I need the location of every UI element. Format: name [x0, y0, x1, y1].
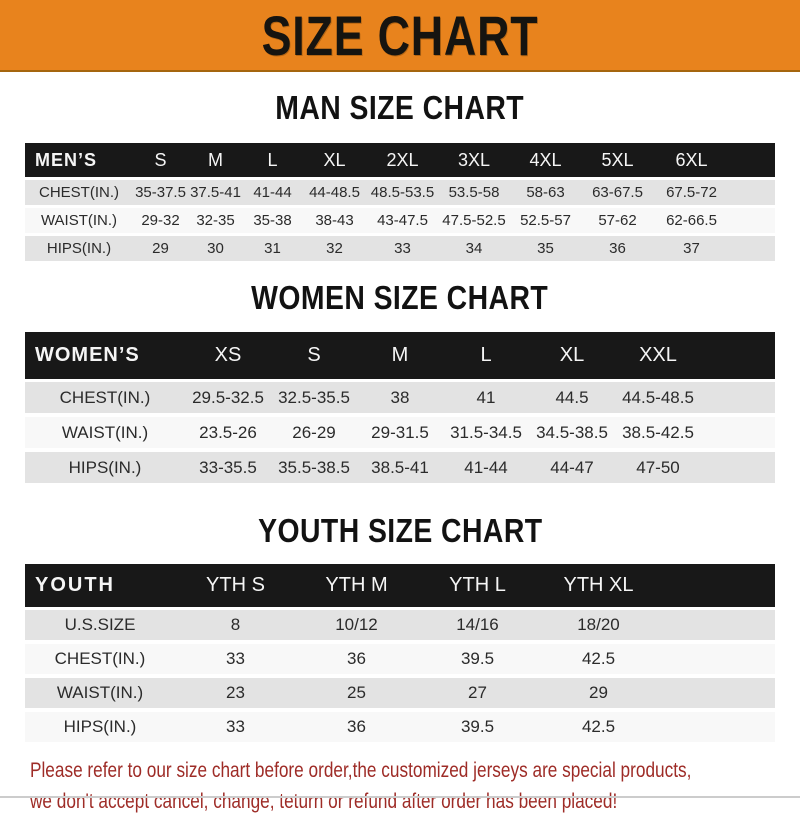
size-cell: 27: [417, 676, 538, 710]
bottom-divider: [0, 796, 800, 798]
column-header: XXL: [615, 332, 701, 381]
size-cell: 34: [438, 235, 510, 263]
size-cell: 38.5-41: [357, 450, 443, 485]
size-cell: 48.5-53.5: [367, 179, 438, 207]
youth-section-heading-text: YOUTH SIZE CHART: [257, 512, 543, 549]
size-cell: 58-63: [510, 179, 581, 207]
table-row: [25, 450, 775, 485]
spacer-cell: [659, 676, 775, 710]
row-label: WAIST(IN.): [25, 676, 175, 710]
disclaimer-line-1: Please refer to our size chart before order,the customized jerseys are special products,: [30, 759, 692, 782]
size-cell: 34.5-38.5: [529, 415, 615, 450]
size-cell: 33: [367, 235, 438, 263]
column-header: L: [243, 143, 302, 179]
column-header: 3XL: [438, 143, 510, 179]
women-size-table: [25, 332, 775, 487]
size-cell: 63-67.5: [581, 179, 654, 207]
size-cell: 44.5-48.5: [615, 381, 701, 416]
size-cell: 31: [243, 235, 302, 263]
disclaimer-text: [0, 755, 800, 817]
column-header: YTH M: [296, 564, 417, 609]
youth-section-heading: [0, 514, 800, 548]
size-cell: 31.5-34.5: [443, 415, 529, 450]
youth-header-label: YOUTH: [25, 564, 175, 609]
table-row: [25, 710, 775, 744]
column-header: 4XL: [510, 143, 581, 179]
size-cell: 43-47.5: [367, 207, 438, 235]
spacer-cell: [701, 381, 775, 416]
size-cell: 32.5-35.5: [271, 381, 357, 416]
size-cell: 41: [443, 381, 529, 416]
table-row: [25, 609, 775, 643]
size-cell: 37.5-41: [188, 179, 243, 207]
column-header: 2XL: [367, 143, 438, 179]
spacer-cell: [659, 642, 775, 676]
row-label: WAIST(IN.): [25, 415, 185, 450]
size-cell: 10/12: [296, 609, 417, 643]
row-label: HIPS(IN.): [25, 710, 175, 744]
size-cell: 57-62: [581, 207, 654, 235]
size-cell: 29.5-32.5: [185, 381, 271, 416]
column-header: M: [357, 332, 443, 381]
column-header: S: [133, 143, 188, 179]
column-header: M: [188, 143, 243, 179]
banner-title: SIZE CHART: [261, 3, 539, 67]
size-cell: 18/20: [538, 609, 659, 643]
spacer-cell: [659, 609, 775, 643]
size-cell: 29-32: [133, 207, 188, 235]
row-label: HIPS(IN.): [25, 450, 185, 485]
column-header: XL: [302, 143, 367, 179]
table-row: [25, 207, 775, 235]
size-cell: 38-43: [302, 207, 367, 235]
size-cell: 35.5-38.5: [271, 450, 357, 485]
table-row: [25, 676, 775, 710]
row-label: HIPS(IN.): [25, 235, 133, 263]
size-cell: 36: [296, 710, 417, 744]
disclaimer-line-2: we don't accept cancel, change, teturn or refund after order has been placed!: [30, 790, 618, 813]
women-header-label: WOMEN’S: [25, 332, 185, 381]
size-cell: 29: [538, 676, 659, 710]
table-row: [25, 381, 775, 416]
size-cell: 47-50: [615, 450, 701, 485]
column-header: S: [271, 332, 357, 381]
row-label: CHEST(IN.): [25, 179, 133, 207]
men-size-section: [0, 91, 800, 264]
column-header: YTH L: [417, 564, 538, 609]
size-cell: 26-29: [271, 415, 357, 450]
column-header: 6XL: [654, 143, 729, 179]
table-row: [25, 179, 775, 207]
table-row: [25, 235, 775, 263]
column-header: XS: [185, 332, 271, 381]
column-header: YTH XL: [538, 564, 659, 609]
women-size-section: [0, 281, 800, 487]
size-cell: 35: [510, 235, 581, 263]
size-cell: 29-31.5: [357, 415, 443, 450]
size-cell: 62-66.5: [654, 207, 729, 235]
size-cell: 29: [133, 235, 188, 263]
column-header: XL: [529, 332, 615, 381]
spacer-cell: [729, 179, 775, 207]
men-header-label: MEN’S: [25, 143, 133, 179]
spacer-cell: [701, 450, 775, 485]
men-section-heading: [0, 91, 800, 125]
size-cell: 33: [175, 642, 296, 676]
size-cell: 30: [188, 235, 243, 263]
row-label: CHEST(IN.): [25, 642, 175, 676]
women-section-heading-text: WOMEN SIZE CHART: [251, 279, 549, 316]
size-cell: 39.5: [417, 642, 538, 676]
size-cell: 8: [175, 609, 296, 643]
size-cell: 23: [175, 676, 296, 710]
size-cell: 32: [302, 235, 367, 263]
size-cell: 38: [357, 381, 443, 416]
size-cell: 47.5-52.5: [438, 207, 510, 235]
column-header: L: [443, 332, 529, 381]
size-cell: 14/16: [417, 609, 538, 643]
women-section-heading: [0, 281, 800, 315]
size-cell: 32-35: [188, 207, 243, 235]
size-cell: 36: [296, 642, 417, 676]
size-cell: 36: [581, 235, 654, 263]
spacer-cell: [659, 564, 775, 609]
size-cell: 25: [296, 676, 417, 710]
row-label: WAIST(IN.): [25, 207, 133, 235]
size-cell: 53.5-58: [438, 179, 510, 207]
youth-size-section: [0, 514, 800, 746]
spacer-cell: [701, 332, 775, 381]
women-header-row: [25, 332, 775, 381]
size-cell: 41-44: [243, 179, 302, 207]
spacer-cell: [659, 710, 775, 744]
men-section-heading-text: MAN SIZE CHART: [275, 89, 525, 126]
size-cell: 44.5: [529, 381, 615, 416]
size-cell: 52.5-57: [510, 207, 581, 235]
size-cell: 33: [175, 710, 296, 744]
youth-header-row: [25, 564, 775, 609]
table-row: [25, 642, 775, 676]
size-cell: 35-37.5: [133, 179, 188, 207]
size-cell: 33-35.5: [185, 450, 271, 485]
size-cell: 67.5-72: [654, 179, 729, 207]
youth-size-table: [25, 564, 775, 746]
spacer-cell: [701, 415, 775, 450]
size-cell: 44-48.5: [302, 179, 367, 207]
size-chart-banner: [0, 0, 800, 72]
size-cell: 39.5: [417, 710, 538, 744]
size-cell: 23.5-26: [185, 415, 271, 450]
men-header-row: [25, 143, 775, 179]
column-header: YTH S: [175, 564, 296, 609]
row-label: CHEST(IN.): [25, 381, 185, 416]
column-header: 5XL: [581, 143, 654, 179]
size-cell: 37: [654, 235, 729, 263]
size-cell: 35-38: [243, 207, 302, 235]
men-size-table: [25, 143, 775, 264]
size-cell: 42.5: [538, 710, 659, 744]
size-cell: 38.5-42.5: [615, 415, 701, 450]
size-cell: 41-44: [443, 450, 529, 485]
table-row: [25, 415, 775, 450]
size-cell: 44-47: [529, 450, 615, 485]
spacer-cell: [729, 143, 775, 179]
spacer-cell: [729, 207, 775, 235]
row-label: U.S.SIZE: [25, 609, 175, 643]
size-cell: 42.5: [538, 642, 659, 676]
spacer-cell: [729, 235, 775, 263]
